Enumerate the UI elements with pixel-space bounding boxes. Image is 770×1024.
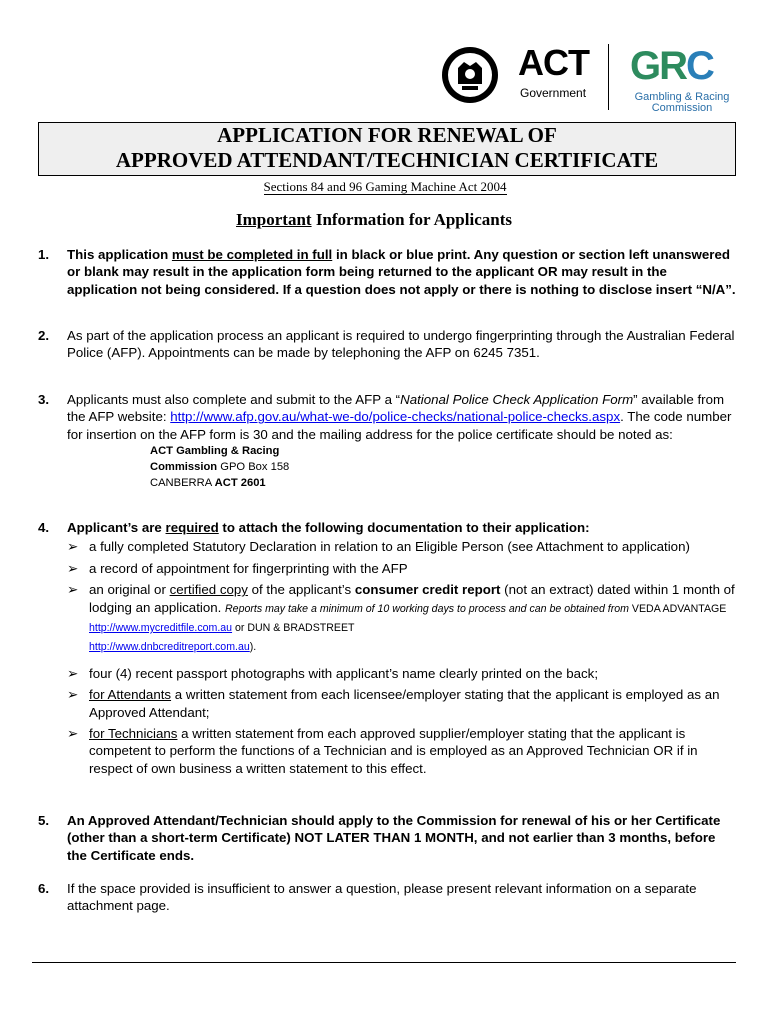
item-text: Applicant’s are required to attach the following documentation to their application: — [67, 520, 590, 535]
list-item: ➢ a record of appointment for fingerprinting with the AFP — [67, 560, 408, 576]
title-line-2: APPROVED ATTENDANT/TECHNICIAN CERTIFICATE — [115, 148, 659, 172]
act-government-label: Government — [520, 86, 587, 100]
list-item: ➢ a fully completed Statutory Declaration in relation to an Eligible Person (see Attachment to application) — [67, 539, 690, 555]
grc-subtitle: Gambling & Racing Commission — [634, 91, 730, 114]
legislation-subtitle: Sections 84 and 96 Gaming Machine Act 2004 — [263, 179, 507, 194]
item-text: If the space provided is insufficient to answer a question, please present relevant information on a separate attachment page. — [67, 881, 697, 914]
item-number: 5. — [38, 813, 50, 828]
act-word: ACT — [518, 42, 589, 83]
item-number: 3. — [38, 392, 50, 407]
veda-link[interactable]: http://www.mycreditfile.com.au — [89, 622, 233, 635]
list-item: ➢ for Attendants a written statement from each licensee/employer stating that the applicant is employed as an Approved Attendant; — [67, 687, 720, 720]
grc-logo — [628, 44, 738, 114]
item-text: As part of the application process an applicant is required to undergo fingerprinting through the Australian Federal Police (AFP). Appointments can be made by telephoning the AFP on 6245 7351. — [67, 328, 735, 361]
info-heading: Important Information for Applicants — [236, 210, 512, 229]
list-item: ➢ four (4) recent passport photographs with applicant’s name clearly printed on the back; — [67, 665, 599, 681]
arrow-bullet-icon: ➢ — [67, 582, 79, 598]
arrow-bullet-icon: ➢ — [67, 726, 79, 742]
afp-website-link[interactable]: http://www.afp.gov.au/what-we-do/police-checks/national-police-checks.aspx — [170, 409, 621, 425]
item-number: 2. — [38, 328, 50, 343]
mailing-address: ACT Gambling & Racing Commission GPO Box 158 CANBERRA ACT 2601 — [150, 445, 290, 490]
item-number: 1. — [38, 247, 50, 262]
list-item: ➢ an original or certified copy of the applicant’s consumer credit report (not an extract) dated within 1 month of lodging an application. Reports may take a minimum of 10 working days to process and can be obtained from VEDA ADVANTAGE http://www.mycreditfile.com.au or DUN & BRADSTREET http://www.dnbcreditreport.com.au). — [67, 582, 735, 654]
arrow-bullet-icon: ➢ — [67, 665, 79, 681]
grc-word: GRC — [630, 44, 713, 88]
dnb-link[interactable]: http://www.dnbcreditreport.com.au — [89, 641, 250, 654]
arrow-bullet-icon: ➢ — [67, 687, 79, 703]
info-item-6 — [38, 880, 738, 915]
item-number: 4. — [38, 520, 50, 535]
act-crest-icon — [440, 44, 512, 106]
required-documents-list — [67, 538, 738, 777]
info-item-1 — [38, 246, 738, 298]
info-item-3 — [38, 391, 738, 491]
footer-divider — [32, 962, 736, 963]
item-text: Applicants must also complete and submit to the AFP a “National Police Check Application Form” available from the AFP website: http://www.afp.gov.au/what-we-do/police-checks/national-police-checks.aspx. The code number for insertion on the AFP form is 30 and the mailing address for the police certificate should be noted as: — [67, 392, 732, 442]
arrow-bullet-icon: ➢ — [67, 560, 79, 576]
info-item-5 — [38, 812, 738, 864]
item-text: This application must be completed in full in black or blue print. Any question or section left unanswered or blank may result in the application form being returned to the applicant OR may result in the application not being considered. If a question does not apply or there is nothing to disclose insert “N/A”. — [67, 247, 736, 297]
logo-divider — [608, 44, 609, 110]
arrow-bullet-icon: ➢ — [67, 539, 79, 555]
act-government-logo — [440, 40, 590, 106]
title-box — [38, 122, 736, 176]
info-item-2 — [38, 327, 738, 362]
item-text: An Approved Attendant/Technician should apply to the Commission for renewal of his or her Certificate (other than a short-term Certificate) NOT LATER THAN 1 MONTH, and not earlier than 3 months, before the Certificate ends. — [67, 813, 721, 863]
info-item-4 — [38, 519, 738, 781]
list-item: ➢ for Technicians a written statement from each approved supplier/employer stating that the applicant is competent to perform the functions of a Technician and is employed as an Approved Technician OR if in respect of own business a written statement to this effect. — [67, 726, 698, 776]
item-number: 6. — [38, 881, 50, 896]
title-line-1: APPLICATION FOR RENEWAL OF — [217, 123, 557, 147]
